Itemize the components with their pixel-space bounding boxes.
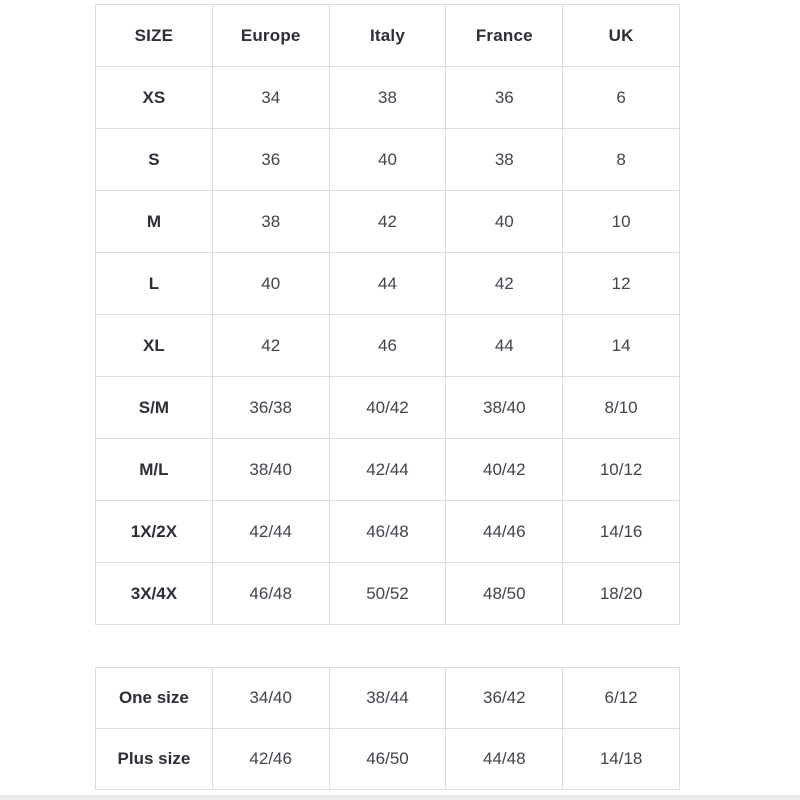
value-cell: 50/52 bbox=[329, 563, 446, 625]
size-label-cell: S bbox=[96, 129, 213, 191]
value-cell: 38/40 bbox=[446, 377, 563, 439]
value-cell: 36/38 bbox=[212, 377, 329, 439]
column-header-europe: Europe bbox=[212, 5, 329, 67]
special-sizes-table-container bbox=[95, 667, 680, 790]
value-cell: 42 bbox=[446, 253, 563, 315]
value-cell: 46/48 bbox=[329, 501, 446, 563]
size-label-cell: One size bbox=[96, 668, 213, 729]
value-cell: 14/16 bbox=[563, 501, 680, 563]
table-row bbox=[96, 129, 680, 191]
size-label-cell: XS bbox=[96, 67, 213, 129]
size-label-cell: M bbox=[96, 191, 213, 253]
value-cell: 44/48 bbox=[446, 729, 563, 790]
size-label-cell: L bbox=[96, 253, 213, 315]
column-header-france: France bbox=[446, 5, 563, 67]
table-row bbox=[96, 377, 680, 439]
bottom-divider bbox=[0, 795, 800, 800]
table-row bbox=[96, 668, 680, 729]
value-cell: 10/12 bbox=[563, 439, 680, 501]
column-header-uk: UK bbox=[563, 5, 680, 67]
column-header-italy: Italy bbox=[329, 5, 446, 67]
value-cell: 48/50 bbox=[446, 563, 563, 625]
table-row bbox=[96, 253, 680, 315]
value-cell: 36 bbox=[446, 67, 563, 129]
size-label-cell: S/M bbox=[96, 377, 213, 439]
value-cell: 38/44 bbox=[329, 668, 446, 729]
value-cell: 46/48 bbox=[212, 563, 329, 625]
table-row bbox=[96, 67, 680, 129]
column-header-size: SIZE bbox=[96, 5, 213, 67]
value-cell: 10 bbox=[563, 191, 680, 253]
value-cell: 42/44 bbox=[329, 439, 446, 501]
value-cell: 36 bbox=[212, 129, 329, 191]
value-cell: 40 bbox=[446, 191, 563, 253]
value-cell: 34/40 bbox=[212, 668, 329, 729]
value-cell: 12 bbox=[563, 253, 680, 315]
value-cell: 38 bbox=[212, 191, 329, 253]
value-cell: 14 bbox=[563, 315, 680, 377]
value-cell: 38 bbox=[329, 67, 446, 129]
value-cell: 6/12 bbox=[563, 668, 680, 729]
value-cell: 42 bbox=[212, 315, 329, 377]
value-cell: 34 bbox=[212, 67, 329, 129]
value-cell: 44 bbox=[446, 315, 563, 377]
value-cell: 42 bbox=[329, 191, 446, 253]
table-row bbox=[96, 315, 680, 377]
value-cell: 38/40 bbox=[212, 439, 329, 501]
value-cell: 42/44 bbox=[212, 501, 329, 563]
size-conversion-table bbox=[95, 4, 680, 625]
value-cell: 14/18 bbox=[563, 729, 680, 790]
size-label-cell: 3X/4X bbox=[96, 563, 213, 625]
value-cell: 46/50 bbox=[329, 729, 446, 790]
table-row bbox=[96, 501, 680, 563]
size-label-cell: M/L bbox=[96, 439, 213, 501]
special-sizes-table bbox=[95, 667, 680, 790]
value-cell: 8 bbox=[563, 129, 680, 191]
size-label-cell: Plus size bbox=[96, 729, 213, 790]
value-cell: 40 bbox=[329, 129, 446, 191]
size-label-cell: XL bbox=[96, 315, 213, 377]
value-cell: 44 bbox=[329, 253, 446, 315]
size-conversion-table-container bbox=[95, 4, 680, 625]
value-cell: 40 bbox=[212, 253, 329, 315]
value-cell: 40/42 bbox=[329, 377, 446, 439]
value-cell: 40/42 bbox=[446, 439, 563, 501]
table-row bbox=[96, 191, 680, 253]
value-cell: 18/20 bbox=[563, 563, 680, 625]
value-cell: 6 bbox=[563, 67, 680, 129]
table-row bbox=[96, 439, 680, 501]
value-cell: 8/10 bbox=[563, 377, 680, 439]
header-row bbox=[96, 5, 680, 67]
value-cell: 46 bbox=[329, 315, 446, 377]
value-cell: 36/42 bbox=[446, 668, 563, 729]
value-cell: 42/46 bbox=[212, 729, 329, 790]
table-row bbox=[96, 563, 680, 625]
value-cell: 38 bbox=[446, 129, 563, 191]
value-cell: 44/46 bbox=[446, 501, 563, 563]
table-row bbox=[96, 729, 680, 790]
size-label-cell: 1X/2X bbox=[96, 501, 213, 563]
